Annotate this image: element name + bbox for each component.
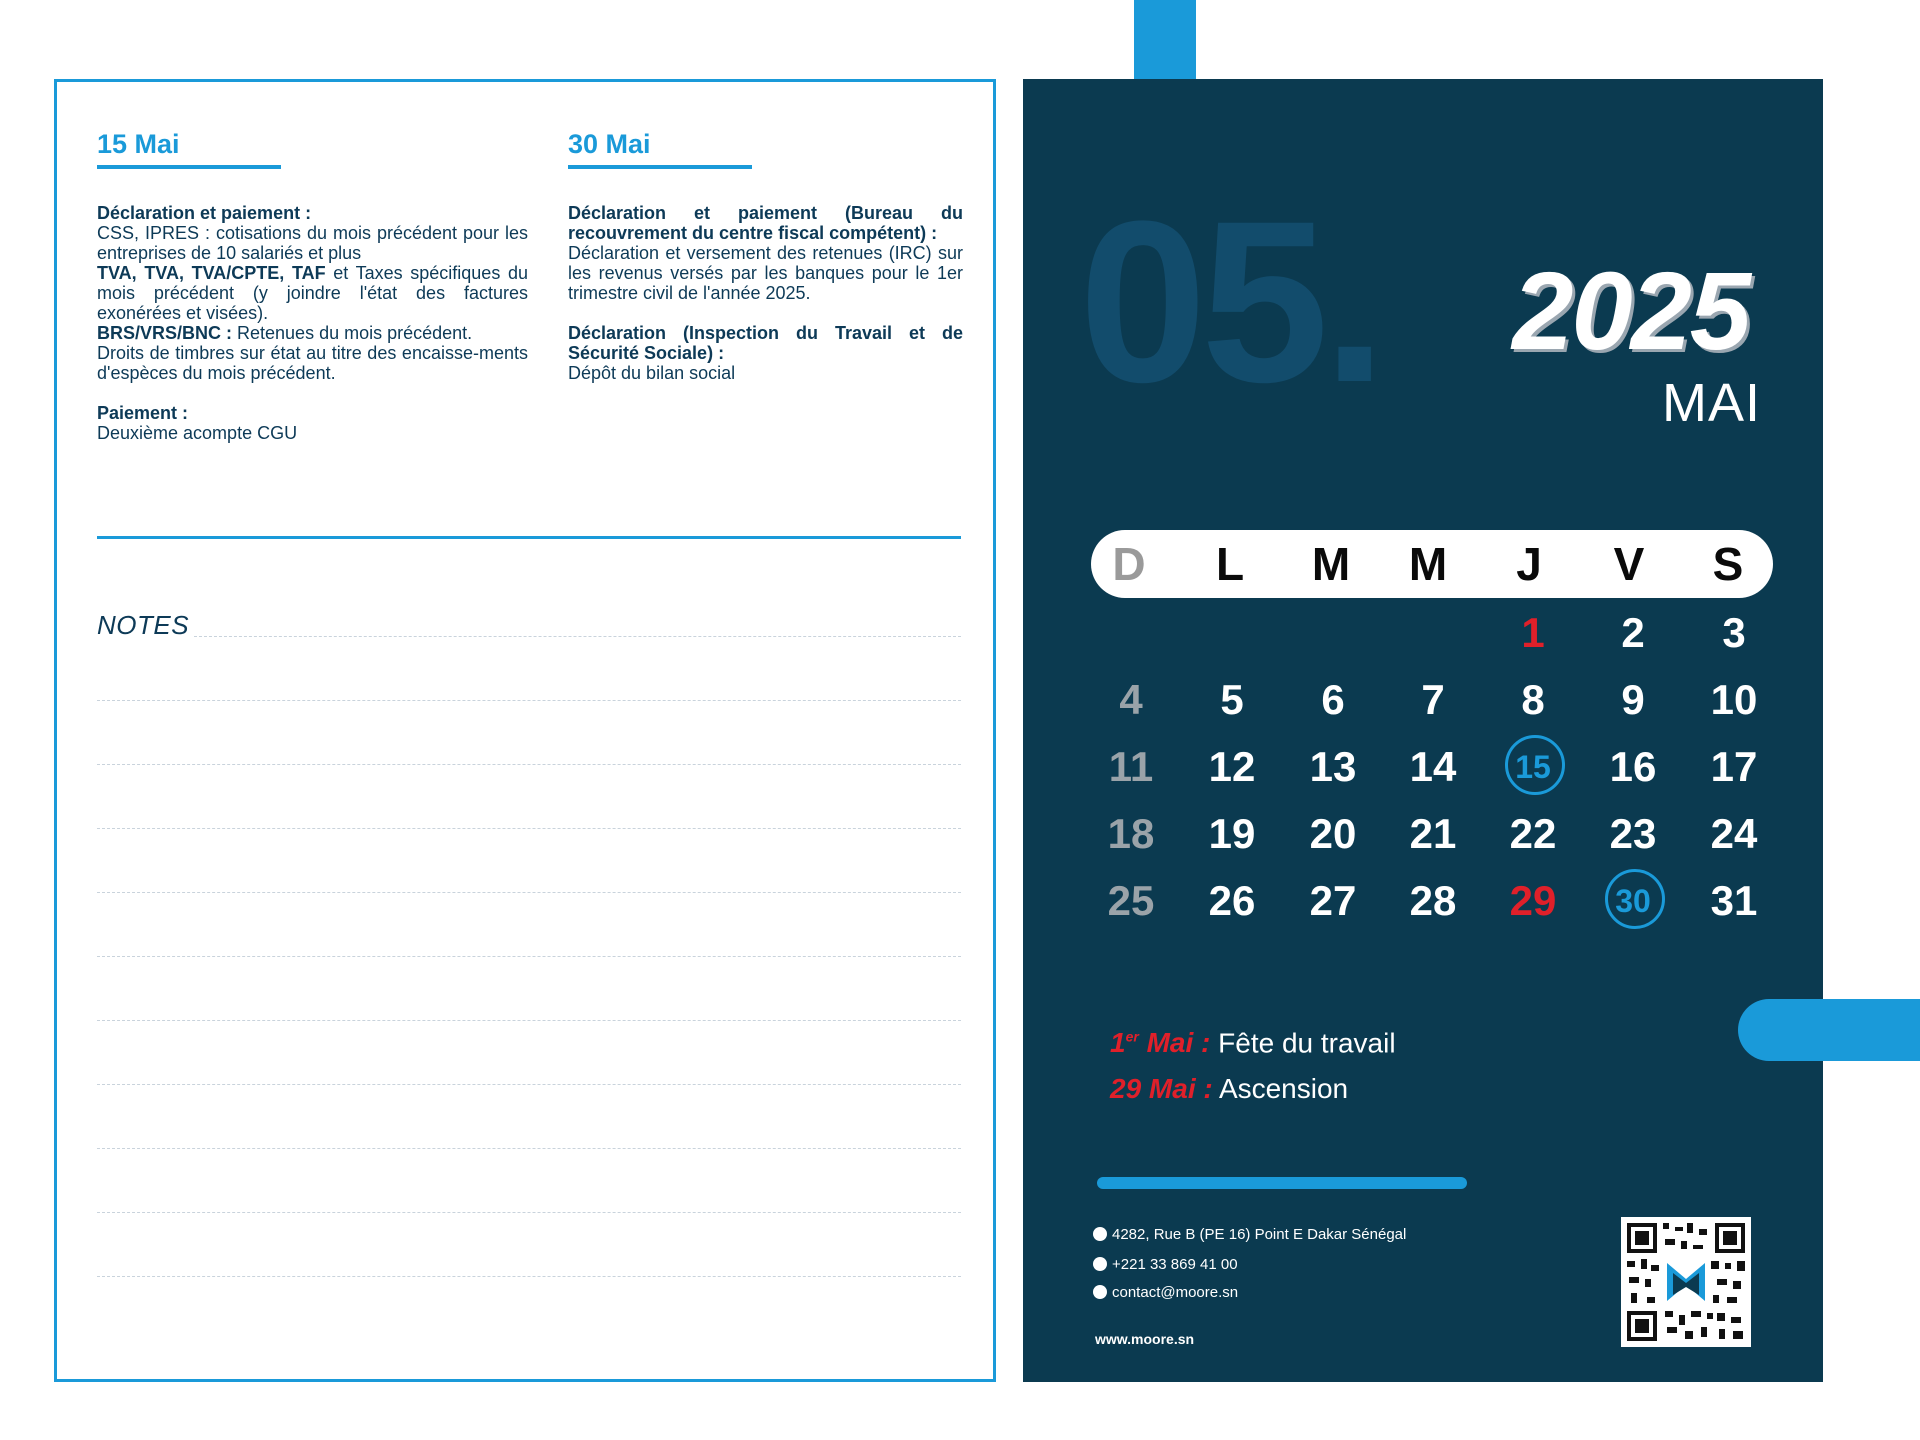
weekday-label: S [1712, 538, 1744, 590]
email-icon [1093, 1285, 1107, 1299]
deadline-line-text: Deuxième acompte CGU [97, 423, 298, 443]
phone-icon [1093, 1257, 1107, 1271]
calendar-day[interactable]: 8 [1521, 676, 1545, 723]
contact-email[interactable] [1093, 1283, 1238, 1303]
deadline-line [97, 263, 528, 323]
calendar-day[interactable]: 10 [1710, 676, 1758, 723]
calendar-day[interactable]: 25 [1107, 877, 1155, 924]
website-link[interactable]: www.moore.sn [1095, 1331, 1195, 1347]
weekday-label: J [1516, 538, 1542, 590]
deadline-block [568, 323, 963, 383]
deadline-line [568, 203, 963, 243]
calendar-day[interactable]: 31 [1710, 877, 1758, 924]
deadline-line [568, 363, 963, 383]
calendar-day[interactable]: 13 [1309, 743, 1357, 790]
date-underline [568, 165, 752, 169]
note-line [97, 956, 961, 957]
note-line [194, 636, 961, 637]
deadline-line-text: Déclaration et versement des retenues (IRC) sur les revenus versés par les banques pour le 1er trimestre civil de l'année 2025. [568, 243, 963, 303]
note-line [97, 892, 961, 893]
note-line [97, 828, 961, 829]
calendar-day[interactable]: 24 [1710, 810, 1758, 857]
calendar-day[interactable]: 18 [1107, 810, 1155, 857]
deadline-line [97, 423, 528, 443]
contact-address [1093, 1225, 1406, 1245]
deadline-block [97, 203, 528, 383]
deadline-line-heading: Déclaration (Inspection du Travail et de Sécurité Sociale) : [568, 323, 963, 363]
qr-code-graphic [1621, 1217, 1751, 1347]
calendar-day[interactable]: 14 [1409, 743, 1457, 790]
deadline-line [568, 243, 963, 303]
note-line [97, 1020, 961, 1021]
deadline-line-heading: Paiement : [97, 403, 189, 423]
note-line [97, 1212, 961, 1213]
calendar-day[interactable]: 7 [1421, 676, 1445, 723]
section-divider [97, 536, 961, 539]
deadline-line [97, 323, 528, 343]
deadline-15-details [97, 203, 528, 443]
deadline-date-15: 15 Mai [97, 129, 180, 159]
calendar-day[interactable]: 9 [1621, 676, 1645, 723]
weekday-label: L [1215, 538, 1245, 590]
calendar-day[interactable]: 4 [1119, 676, 1143, 723]
holiday-name: Ascension [1212, 1073, 1349, 1105]
holiday-name: Fête du travail [1210, 1027, 1396, 1059]
deadline-line-heading: Déclaration et paiement (Bureau du recouvrement du centre fiscal compétent) : [568, 203, 963, 243]
deadline-line-text: Retenues du mois précédent. [232, 323, 473, 343]
holiday-item [1110, 1066, 1396, 1112]
date-underline [97, 165, 281, 169]
deadline-line-heading: TVA, TVA, TVA/CPTE, TAF [97, 263, 326, 283]
phone-text: +221 33 869 41 00 [1112, 1256, 1238, 1273]
deadline-line-heading: BRS/VRS/BNC : [97, 323, 233, 343]
calendar-day[interactable]: 17 [1710, 743, 1758, 790]
calendar-day-holiday[interactable]: 1 [1521, 609, 1545, 656]
weekday-label: D [1112, 538, 1146, 590]
deadline-block [568, 203, 963, 303]
note-line [97, 764, 961, 765]
address-text: 4282, Rue B (PE 16) Point E Dakar Sénégal [1112, 1226, 1407, 1243]
calendar-day[interactable]: 28 [1409, 877, 1457, 924]
calendar-day-holiday[interactable]: 29 [1509, 877, 1557, 924]
deadline-line-text: et Taxes spécifiques du mois précédent (y joindre l'état des factures exonérées et visées). [97, 263, 528, 323]
contact-phone [1093, 1255, 1238, 1275]
calendar-day[interactable]: 23 [1609, 810, 1657, 857]
notes-label: NOTES [97, 610, 190, 640]
deadline-line-text: Dépôt du bilan social [568, 363, 736, 383]
month-number: 05. [1079, 173, 1381, 430]
note-line [97, 1084, 961, 1085]
calendar-day[interactable]: 3 [1722, 609, 1746, 656]
calendar-day[interactable]: 16 [1609, 743, 1657, 790]
right-page-calendar [1023, 79, 1823, 1382]
holiday-list [1110, 1014, 1396, 1112]
deadline-line-text: Droits de timbres sur état au titre des encaisse-ments d'espèces du mois précédent. [97, 343, 528, 383]
calendar-day[interactable]: 20 [1309, 810, 1357, 857]
calendar-day[interactable]: 6 [1321, 676, 1345, 723]
deadline-line [97, 223, 528, 263]
deadline-column-30 [568, 126, 963, 403]
month-name: MAI [1661, 373, 1761, 433]
deadline-column-15 [97, 126, 528, 463]
calendar-day[interactable]: 22 [1509, 810, 1557, 857]
deadline-date-30: 30 Mai [568, 129, 651, 159]
left-page-deadlines [54, 79, 996, 1382]
qr-code [1621, 1217, 1751, 1347]
deadline-line [568, 323, 963, 363]
deadline-line [97, 403, 528, 423]
deadline-block [97, 403, 528, 443]
note-line [97, 700, 961, 701]
note-line [97, 1276, 961, 1277]
calendar-day[interactable]: 26 [1208, 877, 1256, 924]
calendar-day[interactable]: 11 [1108, 743, 1154, 790]
calendar-day[interactable]: 2 [1621, 609, 1645, 656]
deadline-line-heading: Déclaration et paiement : [97, 203, 312, 223]
deadline-line [97, 203, 528, 223]
holiday-item [1110, 1014, 1396, 1066]
email-text[interactable]: contact@moore.sn [1112, 1284, 1239, 1301]
weekday-label: M [1408, 538, 1448, 590]
calendar-day[interactable]: 27 [1309, 877, 1357, 924]
year-title: 2025 [1512, 250, 1749, 373]
weekday-label: M [1311, 538, 1351, 590]
side-tab-decoration [1738, 999, 1920, 1061]
location-icon [1093, 1227, 1107, 1241]
deadline-30-details [568, 203, 963, 383]
calendar-day[interactable]: 19 [1208, 810, 1256, 857]
calendar-day[interactable]: 21 [1409, 810, 1457, 857]
calendar-day-deadline[interactable]: 30 [1593, 871, 1673, 931]
note-line [97, 1148, 961, 1149]
deadline-line-text: CSS, IPRES : cotisations du mois précédent pour les entreprises de 10 salariés et plus [97, 223, 528, 263]
calendar-day[interactable]: 5 [1220, 676, 1244, 723]
deadline-line [97, 343, 528, 383]
weekday-label: V [1613, 538, 1645, 590]
holiday-date: 29 Mai : [1110, 1073, 1213, 1105]
footer-accent-bar [1097, 1177, 1467, 1189]
calendar-day[interactable]: 12 [1208, 743, 1256, 790]
holiday-date: 1er Mai : [1110, 1027, 1211, 1059]
weekday-header-bar [1091, 530, 1773, 598]
calendar-day-deadline[interactable]: 15 [1493, 737, 1573, 797]
